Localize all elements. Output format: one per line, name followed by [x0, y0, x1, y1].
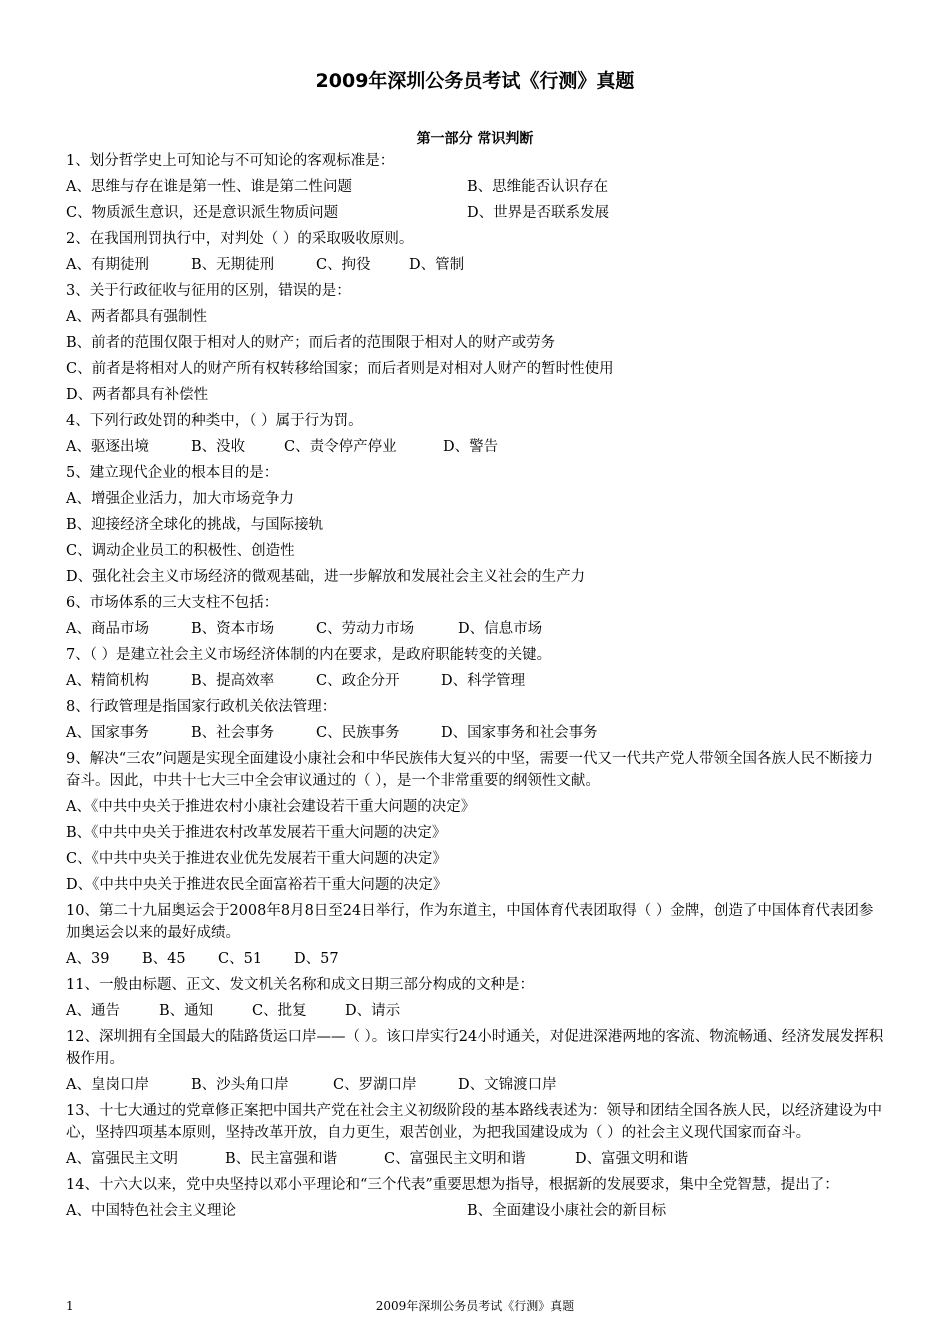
option: D、世界是否联系发展 [467, 205, 610, 221]
option: C、《中共中央关于推进农业优先发展若干重大问题的决定》 [66, 851, 447, 867]
option: D、两者都具有补偿性 [66, 387, 209, 403]
option: B、45 [142, 951, 186, 967]
question-list [66, 148, 884, 1224]
option: D、国家事务和社会事务 [441, 725, 598, 741]
option: B、《中共中央关于推进农村改革发展若干重大问题的决定》 [66, 825, 447, 841]
option: B、没收 [191, 439, 246, 455]
option: B、民主富强和谐 [225, 1151, 338, 1167]
option: A、精简机构 [66, 673, 149, 689]
option-row [66, 946, 884, 972]
option: C、前者是将相对人的财产所有权转移给国家；而后者则是对相对人财产的暂时性使用 [66, 361, 614, 377]
option: A、39 [66, 951, 110, 967]
option: C、拘役 [316, 257, 371, 273]
option: A、《中共中央关于推进农村小康社会建设若干重大问题的决定》 [66, 799, 476, 815]
option: B、全面建设小康社会的新目标 [467, 1203, 667, 1219]
option: A、皇岗口岸 [66, 1077, 149, 1093]
question-stem: 12、深圳拥有全国最大的陆路货运口岸——（ ）。该口岸实行24小时通关，对促进深港两地的客流、物流畅通、经济发展发挥积极作用。 [66, 1029, 884, 1067]
option: C、罗湖口岸 [333, 1077, 417, 1093]
option-row [66, 998, 884, 1024]
option: B、前者的范围仅限于相对人的财产；而后者的范围限于相对人的财产或劳务 [66, 335, 556, 351]
option-row [66, 1198, 884, 1224]
footer-title: 2009年深圳公务员考试《行测》真题 [375, 1299, 575, 1313]
option: B、资本市场 [191, 621, 275, 637]
option: D、文锦渡口岸 [458, 1077, 557, 1093]
option: D、强化社会主义市场经济的微观基础，进一步解放和发展社会主义社会的生产力 [66, 569, 586, 585]
option: A、有期徒刑 [66, 257, 149, 273]
option-row [66, 252, 884, 278]
option: D、《中共中央关于推进农民全面富裕若干重大问题的决定》 [66, 877, 448, 893]
option: A、国家事务 [66, 725, 149, 741]
option: A、驱逐出境 [66, 439, 149, 455]
option: C、政企分开 [316, 673, 400, 689]
option-row [66, 174, 884, 200]
question-stem: 8、行政管理是指国家行政机关依法管理： [66, 699, 337, 715]
question-stem: 1、划分哲学史上可知论与不可知论的客观标准是： [66, 153, 395, 169]
option-row [66, 668, 884, 694]
section-heading: 第一部分 常识判断 [416, 131, 534, 147]
question-stem: 6、市场体系的三大支柱不包括： [66, 595, 279, 611]
question-stem: 5、建立现代企业的根本目的是： [66, 465, 279, 481]
option: B、迎接经济全球化的挑战，与国际接轨 [66, 517, 324, 533]
question-stem: 3、关于行政征收与征用的区别，错误的是： [66, 283, 351, 299]
option: D、信息市场 [458, 621, 543, 637]
option: A、中国特色社会主义理论 [66, 1203, 236, 1219]
question-stem: 14、十六大以来，党中央坚持以邓小平理论和“三个代表”重要思想为指导，根据新的发展要求，集中全党智慧，提出了： [66, 1177, 839, 1193]
option-row [66, 720, 884, 746]
page-footer [66, 1296, 884, 1316]
option: B、社会事务 [191, 725, 275, 741]
option-row [66, 616, 884, 642]
question-stem: 2、在我国刑罚执行中，对判处（ ）的采取吸收原则。 [66, 231, 414, 247]
option: B、通知 [159, 1003, 214, 1019]
option: A、富强民主文明 [66, 1151, 178, 1167]
question-stem: 10、第二十九届奥运会于2008年8月8日至24日举行，作为东道主，中国体育代表团取得（ ）金牌，创造了中国体育代表团参加奥运会以来的最好成绩。 [66, 903, 874, 941]
option: C、民族事务 [316, 725, 400, 741]
option: D、管制 [409, 257, 465, 273]
option: A、通告 [66, 1003, 120, 1019]
option: D、警告 [443, 439, 499, 455]
option: B、提高效率 [191, 673, 275, 689]
option-row [66, 200, 884, 226]
option: C、劳动力市场 [316, 621, 415, 637]
question-stem: 7、（ ）是建立社会主义市场经济体制的内在要求，是政府职能转变的关键。 [66, 647, 552, 663]
option: B、沙头角口岸 [191, 1077, 289, 1093]
option: C、批复 [252, 1003, 307, 1019]
question-stem: 13、十七大通过的党章修正案把中国共产党在社会主义初级阶段的基本路线表述为：领导和团结全国各族人民，以经济建设为中心，坚持四项基本原则，坚持改革开放，自力更生，艰苦创业，为把我国建设成为（ ）的社会主义现代国家而奋斗。 [66, 1103, 882, 1141]
option: C、责令停产停业 [284, 439, 397, 455]
question-stem: 4、下列行政处罚的种类中，（ ）属于行为罚。 [66, 413, 363, 429]
option: B、思维能否认识存在 [467, 179, 609, 195]
option: C、调动企业员工的积极性、创造性 [66, 543, 295, 559]
option: C、物质派生意识，还是意识派生物质问题 [66, 205, 339, 221]
option-row [66, 1146, 884, 1172]
option: C、51 [218, 951, 263, 967]
option-row [66, 434, 884, 460]
option: C、富强民主文明和谐 [384, 1151, 526, 1167]
option: A、两者都具有强制性 [66, 309, 207, 325]
option: D、富强文明和谐 [575, 1151, 689, 1167]
option: D、请示 [345, 1003, 401, 1019]
option: A、商品市场 [66, 621, 149, 637]
option: D、科学管理 [441, 673, 526, 689]
option: A、增强企业活力，加大市场竞争力 [66, 491, 294, 507]
page-number: 1 [66, 1299, 74, 1313]
option: D、57 [294, 951, 339, 967]
question-stem: 11、一般由标题、正文、发文机关名称和成文日期三部分构成的文种是： [66, 977, 534, 993]
option-row [66, 1072, 884, 1098]
question-stem: 9、解决“三农”问题是实现全面建设小康社会和中华民族伟大复兴的中坚，需要一代又一代共产党人带领全国各族人民不断接力奋斗。因此，中共十七大三中全会审议通过的（ ），是一个非常重要的纲领性文献。 [66, 751, 874, 789]
document-title: 2009年深圳公务员考试《行测》真题 [315, 70, 635, 92]
option: A、思维与存在谁是第一性、谁是第二性问题 [66, 179, 352, 195]
option: B、无期徒刑 [191, 257, 275, 273]
